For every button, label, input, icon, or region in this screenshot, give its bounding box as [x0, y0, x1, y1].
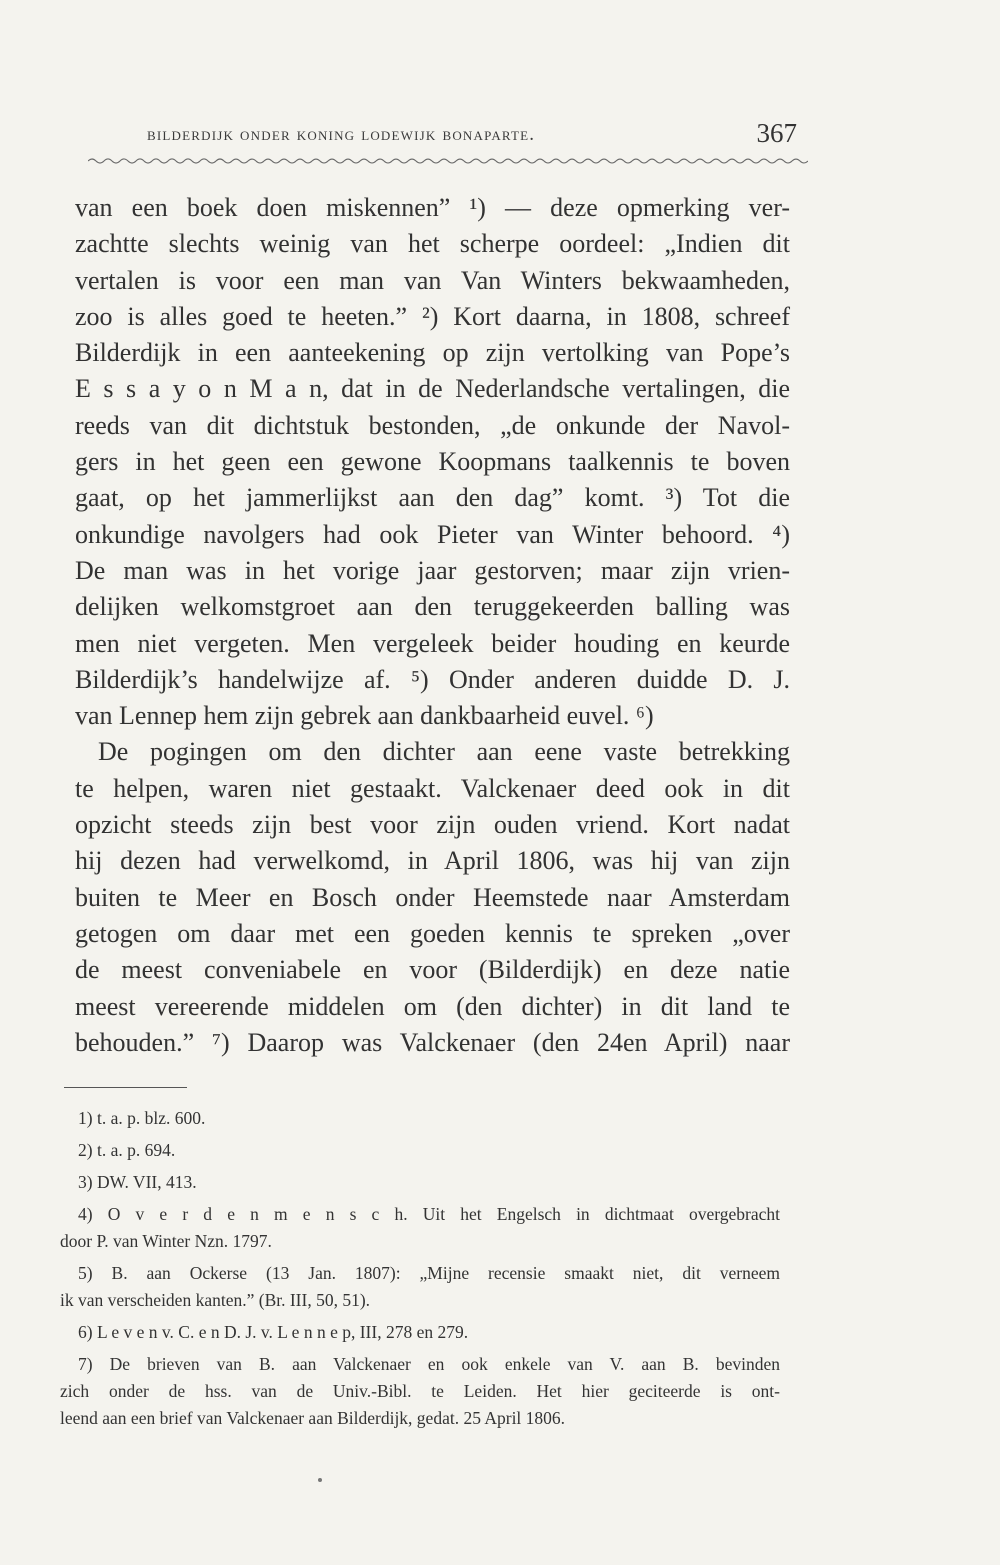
- footnote-line: zich onder de hss. van de Univ.-Bibl. te Leiden. Het hier geciteerde is ont-: [60, 1381, 780, 1401]
- footnote-line: 1) t. a. p. blz. 600.: [78, 1108, 206, 1128]
- body-line: delijken welkomstgroet aan den teruggekeerden balling was: [75, 592, 790, 622]
- footnotes: [60, 1105, 780, 1432]
- footnote-line: 3) DW. VII, 413.: [78, 1172, 197, 1192]
- body-line: meest vereerende middelen om (den dichter) in dit land te: [75, 991, 790, 1021]
- body-line: buiten te Meer en Bosch onder Heemstede naar Amsterdam: [75, 882, 790, 912]
- wavy-rule: [88, 155, 808, 167]
- footnote-line: 5) B. aan Ockerse (13 Jan. 1807): „Mijne recensie smaakt niet, dit verneem: [78, 1263, 780, 1283]
- body-line: men niet vergeten. Men vergeleek beider houding en keurde: [75, 628, 790, 658]
- body-line: onkundige navolgers had ook Pieter van Winter behoord. ⁴): [75, 519, 790, 549]
- footnote-line: leend aan een brief van Valckenaer aan Bilderdijk, gedat. 25 April 1806.: [60, 1408, 566, 1428]
- page-number: 367: [756, 118, 797, 148]
- body-line: zoo is alles goed te heeten.” ²) Kort daarna, in 1808, schreef: [75, 301, 790, 331]
- body-line: getogen om daar met een goeden kennis te spreken „over: [75, 918, 790, 948]
- body-text: [75, 190, 790, 1061]
- footnote-line: 2) t. a. p. 694.: [78, 1140, 176, 1160]
- body-line: van een boek doen miskennen” ¹) — deze opmerking ver-: [75, 193, 790, 222]
- print-speck: [318, 1478, 322, 1482]
- footnote-line: door P. van Winter Nzn. 1797.: [60, 1231, 272, 1251]
- body-line: Bilderdijk’s handelwijze af. ⁵) Onder anderen duidde D. J.: [75, 664, 790, 694]
- body-line: zachtte slechts weinig van het scherpe oordeel: „Indien dit: [75, 229, 790, 259]
- body-line: Bilderdijk in een aanteekening op zijn vertolking van Pope’s: [75, 338, 790, 368]
- running-head: [147, 118, 797, 158]
- body-line: gaat, op het jammerlijkst aan den dag” komt. ³) Tot die: [75, 483, 790, 513]
- body-line: opzicht steeds zijn best voor zijn ouden vriend. Kort nadat: [75, 810, 790, 840]
- running-title: bilderdijk onder koning lodewijk bonaparte.: [147, 124, 536, 145]
- body-line: De man was in het vorige jaar gestorven; maar zijn vrien-: [75, 555, 790, 585]
- body-line: van Lennep hem zijn gebrek aan dankbaarheid euvel. ⁶): [75, 701, 654, 731]
- body-line: E s s a y o n M a n, dat in de Nederlandsche vertalingen, die: [75, 374, 790, 404]
- footnote-line: 6) L e v e n v. C. e n D. J. v. L e n n e p, III, 278 en 279.: [78, 1322, 469, 1342]
- body-line: behouden.” ⁷) Daarop was Valckenaer (den 24en April) naar: [75, 1027, 790, 1057]
- footnote-line: ik van verscheiden kanten.” (Br. III, 50, 51).: [60, 1290, 371, 1310]
- body-line: te helpen, waren niet gestaakt. Valckenaer deed ook in dit: [75, 773, 790, 803]
- body-line: gers in het geen een gewone Koopmans taalkennis te boven: [75, 447, 790, 477]
- body-line: de meest conveniabele en voor (Bilderdijk) en deze natie: [75, 955, 790, 985]
- body-line: hij dezen had verwelkomd, in April 1806, was hij van zijn: [75, 846, 790, 876]
- footnote-line: 4) O v e r d e n m e n s c h. Uit het Engelsch in dichtmaat overgebracht: [78, 1204, 780, 1224]
- body-line: reeds van dit dichtstuk bestonden, „de onkunde der Navol-: [75, 410, 790, 440]
- body-line: vertalen is voor een man van Van Winters bekwaamheden,: [75, 265, 790, 295]
- body-line: De pogingen om den dichter aan eene vaste betrekking: [98, 737, 790, 767]
- footnote-line: 7) De brieven van B. aan Valckenaer en ook enkele van V. aan B. bevinden: [78, 1354, 780, 1374]
- footnote-rule: [64, 1087, 187, 1088]
